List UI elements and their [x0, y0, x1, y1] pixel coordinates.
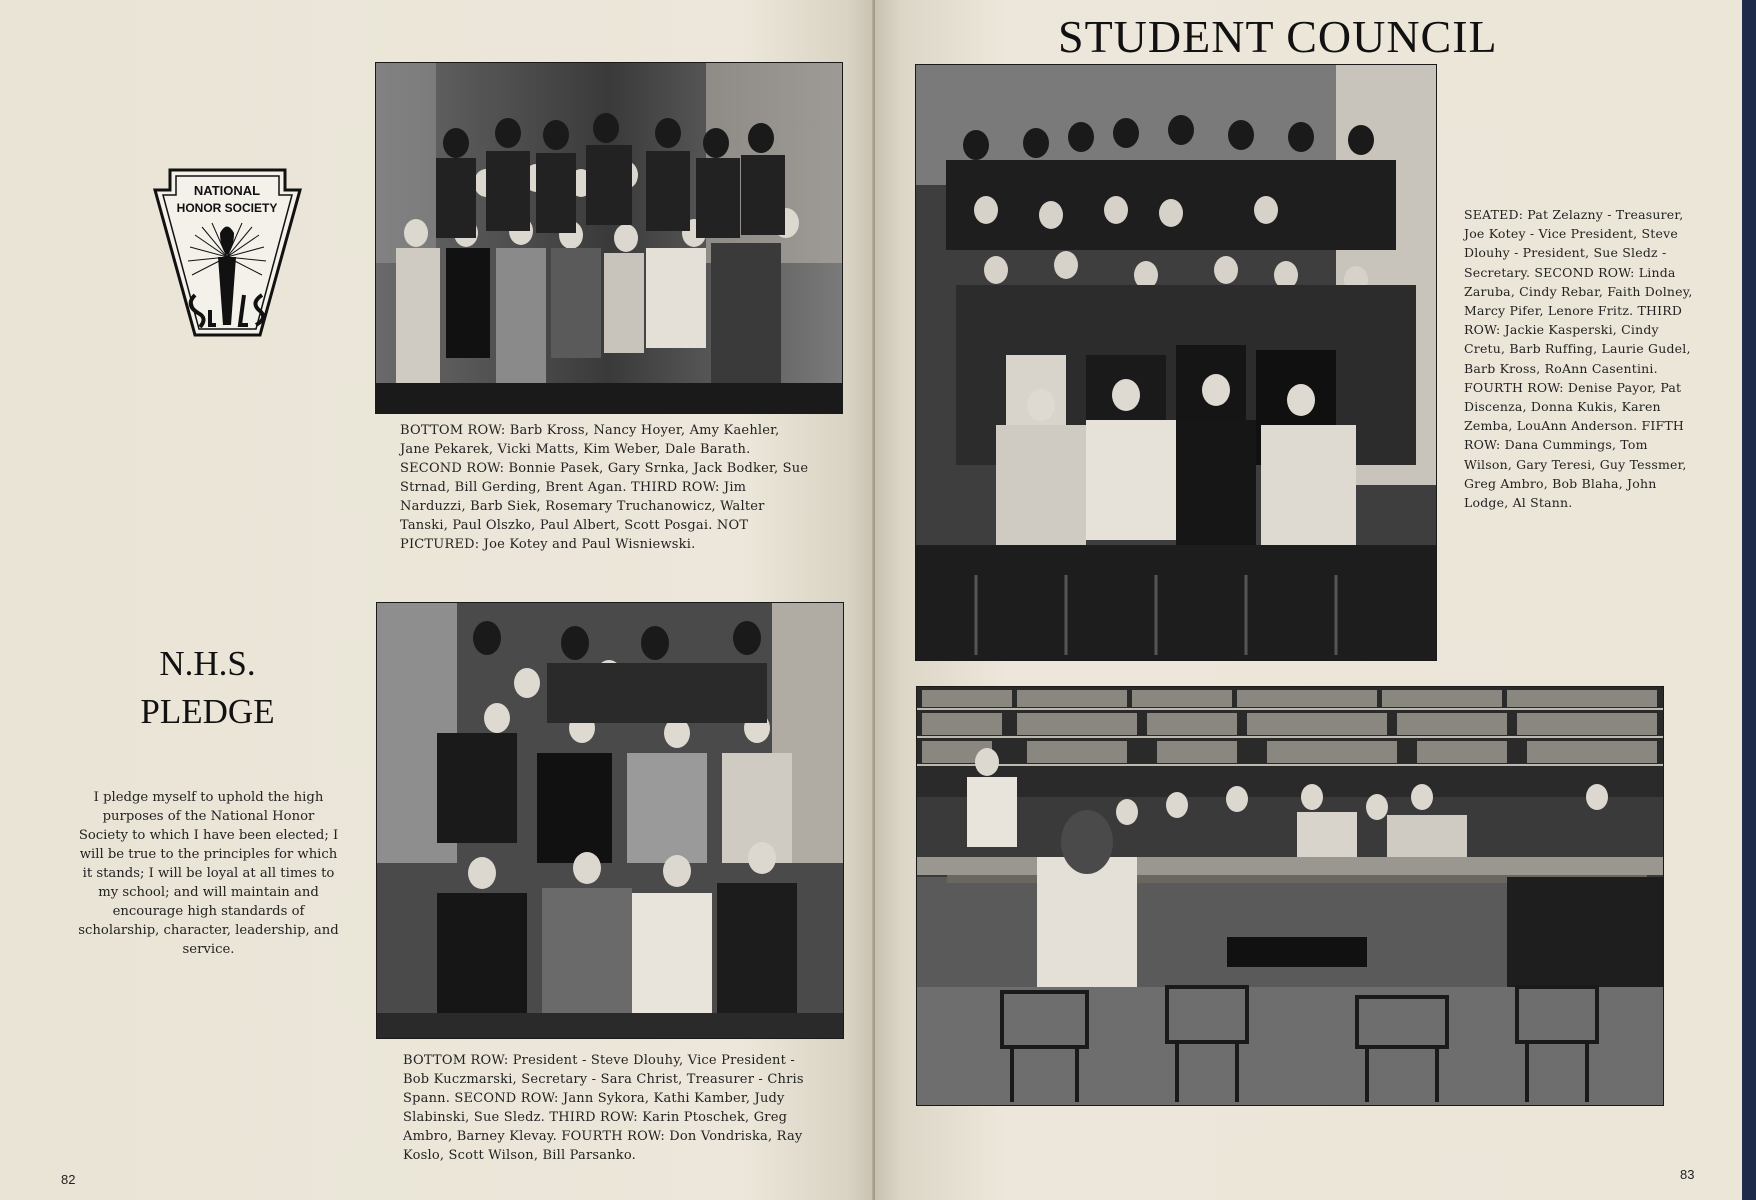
library-photo: [916, 686, 1664, 1106]
logo-line-1: NATIONAL: [193, 183, 261, 198]
logo-line-2: HONOR SOCIETY: [176, 201, 278, 215]
council-caption: SEATED: Pat Zelazny - Treasurer, Joe Kotey - Vice President, Steve Dlouhy - President, Sue Sledz - Secretary. SECOND ROW: Linda Zaruba, Cindy Rebar, Faith Dolney, Marcy Pifer, Lenore Fritz. THIRD ROW: Jackie Kasperski, Cindy Cretu, Barb Ruffing, Laurie Gudel, Barb Kross, RoAnn Casentini. FOURTH ROW: Denise Payor, Pat Discenza, Donna Kukis, Karen Zemba, LouAnn Anderson. FIFTH ROW: Dana Cummings, Tom Wilson, Gary Teresi, Guy Tessmer, Greg Ambro, Bob Blaha, John Lodge, Al Stann.: [1464, 207, 1693, 511]
pledge-title-line-1: N.H.S.: [159, 644, 256, 683]
nhs-group-photo: [375, 62, 843, 414]
officers-caption: BOTTOM ROW: President - Steve Dlouhy, Vice President - Bob Kuczmarski, Secretary - Sara Christ, Treasurer - Chris Spann. SECOND ROW: Jann Sykora, Kathi Kamber, Judy Slabinski, Sue Sledz. THIRD ROW: Karin Ptoschek, Greg Ambro, Barney Klevay. FOURTH ROW: Don Vondriska, Ray Koslo, Scott Wilson, Bill Parsanko.: [403, 1053, 804, 1163]
page-number-left: 82: [61, 1172, 76, 1187]
pledge-title-line-2: PLEDGE: [140, 692, 275, 731]
page-number-right: 83: [1680, 1167, 1695, 1182]
right-page: [875, 0, 1742, 1200]
nhs-caption: BOTTOM ROW: Barb Kross, Nancy Hoyer, Amy Kaehler, Jane Pekarek, Vicki Matts, Kim Weber, Dale Barath. SECOND ROW: Bonnie Pasek, Gary Srnka, Jack Bodker, Sue Strnad, Bill Gerding, Brent Agan. THIRD ROW: Jim Narduzzi, Barb Siek, Rosemary Truchanowicz, Walter Tanski, Paul Olszko, Paul Albert, Scott Posgai. NOT PICTURED: Joe Kotey and Paul Wisniewski.: [400, 423, 809, 552]
bleed-through-text: [150, 30, 168, 86]
nhs-logo-icon: [150, 165, 305, 345]
nhs-officers-photo: [376, 602, 844, 1039]
student-council-photo: [915, 64, 1437, 661]
left-page: [0, 0, 875, 1200]
pledge-text: I pledge myself to uphold the high purposes of the National Honor Society to which I have been elected; I will be true to the principles for which it stands; I will be loyal at all times to my school; and will maintain and encourage high standards of scholarship, character, leadership, and service.: [78, 790, 339, 957]
page-title: STUDENT COUNCIL: [1058, 11, 1498, 62]
pledge-title: [120, 640, 295, 736]
